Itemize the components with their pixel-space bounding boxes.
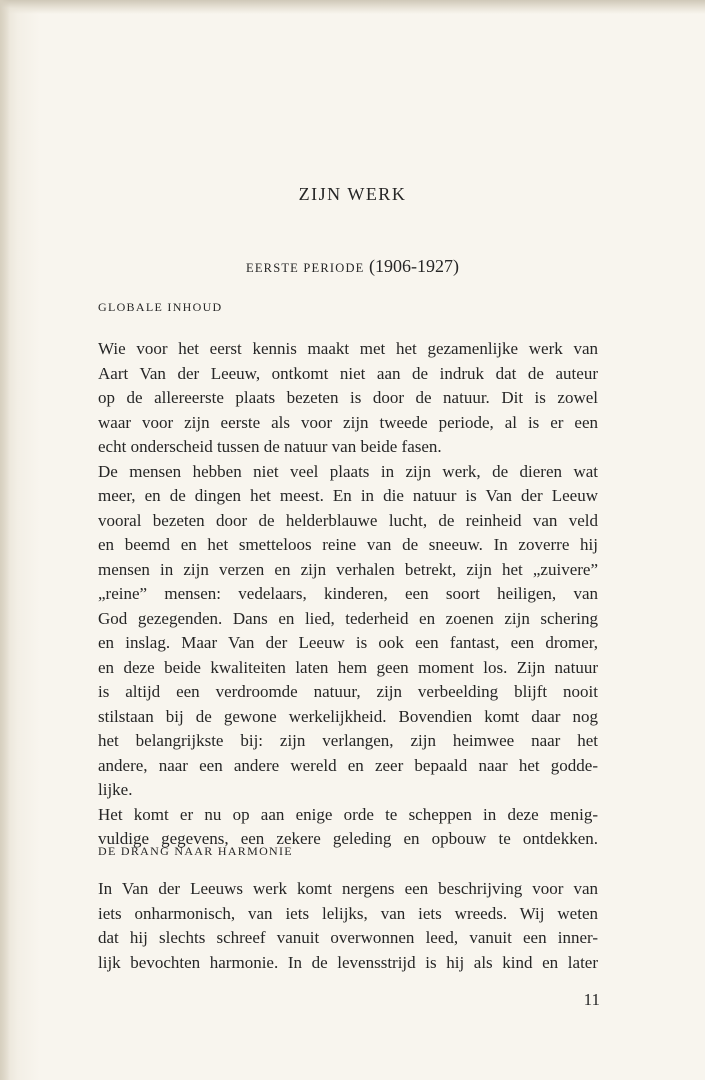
text-line: Aart Van der Leeuw, ontkomt niet aan de indruk dat de auteur [98, 363, 598, 383]
section-heading-globale-inhoud: GLOBALE INHOUD [98, 300, 223, 314]
text-line: lijke. [98, 780, 133, 799]
text-line: en inslag. Maar Van der Leeuw is ook een fantast, een dromer, [98, 633, 598, 652]
chapter-title: ZIJN WERK [298, 184, 407, 204]
text-line: en beemd en het smetteloos reine van de sneeuw. In zoverre hij [98, 535, 598, 554]
text-line: mensen in zijn verzen en zijn verhalen betrekt, zijn het „zuivere” [98, 559, 598, 579]
period-subtitle [0, 256, 705, 277]
section-body-drang-naar-harmonie [98, 877, 598, 975]
page-gutter-shadow [0, 0, 10, 1080]
text-line: In Van der Leeuws werk komt nergens een beschrijving voor van [98, 879, 598, 898]
text-line: lijk bevochten harmonie. In de levensstrijd is hij als kind en later [98, 952, 598, 972]
text-line: Het komt er nu op aan enige orde te scheppen in deze menig- [98, 804, 598, 824]
text-line: waar voor zijn eerste als voor zijn tweede periode, al is er een [98, 412, 598, 432]
text-line: meer, en de dingen het meest. En in die natuur is Van der Leeuw [98, 486, 598, 505]
text-line: echt onderscheid tussen de natuur van beide fasen. [98, 437, 442, 456]
text-line: De mensen hebben niet veel plaats in zijn werk, de dieren wat [98, 461, 598, 481]
text-line: vooral bezeten door de helderblauwe lucht, de reinheid van veld [98, 510, 598, 530]
text-line: „reine” mensen: vedelaars, kinderen, een soort heiligen, van [98, 584, 598, 603]
text-line: iets onharmonisch, van iets lelijks, van iets wreeds. Wij weten [98, 903, 598, 923]
text-line: het belangrijkste bij: zijn verlangen, zijn heimwee naar het [98, 731, 598, 750]
text-line: stilstaan bij de gewone werkelijkheid. Bovendien komt daar nog [98, 706, 598, 726]
page-number: 11 [583, 990, 600, 1009]
section-heading-drang-naar-harmonie: DE DRANG NAAR HARMONIE [98, 844, 293, 858]
period-label: EERSTE PERIODE [245, 261, 365, 275]
text-line: vuldige gegevens, een zekere geleding en opbouw te ontdekken. [98, 829, 598, 848]
page-top-edge [0, 0, 705, 14]
text-line: is altijd een verdroomde natuur, zijn verbeelding blijft nooit [98, 682, 598, 701]
text-line: God gezegenden. Dans en lied, tederheid en zoenen zijn schering [98, 608, 598, 628]
period-years: (1906-1927) [369, 256, 460, 276]
text-line: en deze beide kwaliteiten laten hem geen moment los. Zijn natuur [98, 657, 598, 677]
section-body-globale-inhoud [98, 337, 598, 852]
text-line: andere, naar een andere wereld en zeer bepaald naar het godde- [98, 755, 598, 775]
text-line: op de allereerste plaats bezeten is door de natuur. Dit is zowel [98, 388, 598, 407]
text-line: dat hij slechts schreef vanuit overwonnen leed, vanuit een inner- [98, 928, 598, 947]
text-line: Wie voor het eerst kennis maakt met het gezamenlijke werk van [98, 339, 598, 358]
